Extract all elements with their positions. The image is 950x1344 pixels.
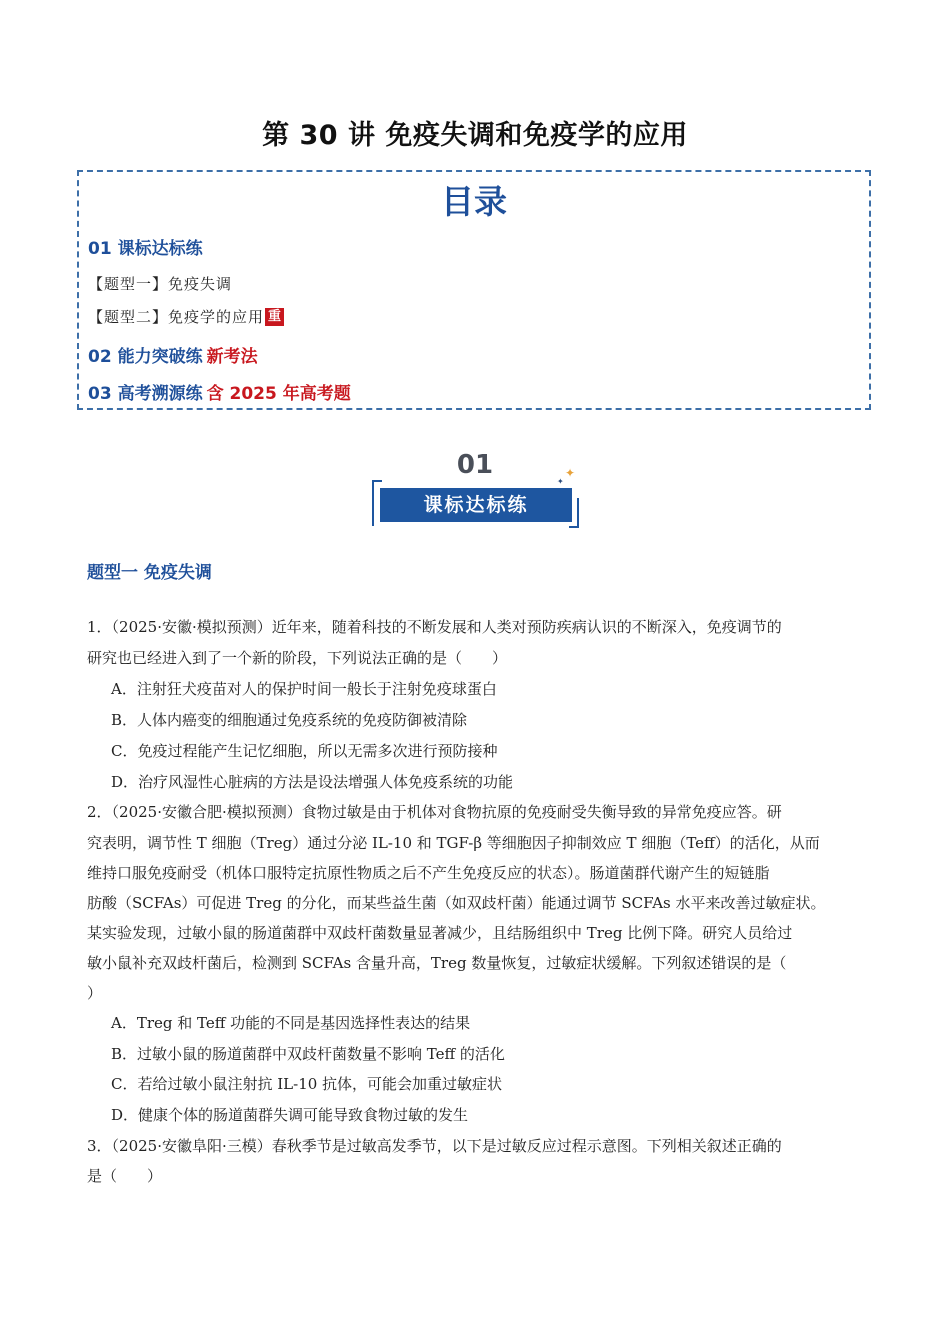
sparkle-small-icon: ✦ — [557, 477, 564, 486]
toc-section-2[interactable] — [88, 342, 258, 367]
question-2-line-1: 2．（2025·安徽合肥·模拟预测）食物过敏是由于机体对食物抗原的免疫耐受失衡导致的异常免疫应答。研 — [87, 803, 782, 821]
question-1-line-2: 研究也已经进入到了一个新的阶段，下列说法正确的是（ ） — [87, 649, 508, 667]
sparkle-icon: ✦ — [565, 466, 576, 480]
question-2-option-d[interactable]: D．健康个体的肠道菌群失调可能导致食物过敏的发生 — [111, 1106, 469, 1124]
toc-type-1-label: 【题型一】免疫失调 — [88, 275, 233, 293]
question-1-line-1: 1．（2025·安徽·模拟预测）近年来，随着科技的不断发展和人类对预防疾病认识的不断深入，免疫调节的 — [87, 618, 782, 636]
toc-section-1[interactable] — [88, 234, 203, 259]
question-1-option-a[interactable]: A．注射狂犬疫苗对人的保护时间一般长于注射免疫球蛋白 — [111, 680, 497, 698]
page-title: 第 30 讲 免疫失调和免疫学的应用 — [262, 120, 688, 151]
toc-type-1[interactable] — [88, 273, 232, 294]
table-of-contents — [77, 170, 871, 410]
question-2-option-b[interactable]: B．过敏小鼠的肠道菌群中双歧杆菌数量不影响 Teff 的活化 — [111, 1045, 505, 1063]
question-2-line-2: 究表明，调节性 T 细胞（Treg）通过分泌 IL-10 和 TGF-β 等细胞因子抑制效应 T 细胞（Teff）的活化，从而 — [87, 834, 820, 852]
question-3-line-1: 3．（2025·安徽阜阳·三模）春秋季节是过敏高发季节，以下是过敏反应过程示意图。下列相关叙述正确的 — [87, 1137, 782, 1155]
important-badge: 重 — [265, 308, 284, 326]
question-2-option-c[interactable]: C．若给过敏小鼠注射抗 IL-10 抗体，可能会加重过敏症状 — [111, 1075, 503, 1093]
question-2-line-6: 敏小鼠补充双歧杆菌后，检测到 SCFAs 含量升高，Treg 数量恢复，过敏症状缓解。下列叙述错误的是（ — [87, 954, 787, 972]
question-2-line-3: 维持口服免疫耐受（机体口服特定抗原性物质之后不产生免疫反应的状态）。肠道菌群代谢产生的短链脂 — [87, 864, 770, 882]
toc-heading: 目录 — [441, 182, 507, 221]
toc-section-3-label: 03 高考溯源练 — [88, 384, 203, 404]
toc-section-3-tag: 含 2025 年高考题 — [206, 384, 351, 404]
toc-section-2-label: 02 能力突破练 — [88, 347, 203, 367]
toc-section-3[interactable] — [88, 379, 351, 404]
question-2-line-4: 肪酸（SCFAs）可促进 Treg 的分化，而某些益生菌（如双歧杆菌）能通过调节 SCFAs 水平来改善过敏症状。 — [87, 894, 826, 912]
toc-section-2-tag: 新考法 — [206, 347, 258, 367]
question-type-heading: 题型一 免疫失调 — [87, 563, 212, 583]
toc-type-2-label: 【题型二】免疫学的应用 — [88, 308, 265, 326]
question-3-line-2: 是（ ） — [87, 1167, 163, 1185]
question-2-line-5: 某实验发现，过敏小鼠的肠道菌群中双歧杆菌数量显著减少，且结肠组织中 Treg 比例下降。研究人员给过 — [87, 924, 793, 942]
toc-section-1-label: 01 课标达标练 — [88, 239, 203, 259]
section-label: 课标达标练 — [380, 488, 572, 522]
toc-type-2[interactable] — [88, 306, 284, 327]
section-number: 01 — [456, 450, 494, 480]
bracket-decoration-right — [569, 498, 579, 528]
question-2-line-7: ） — [87, 984, 103, 1002]
question-1-option-d[interactable]: D．治疗风湿性心脏病的方法是设法增强人体免疫系统的功能 — [111, 773, 514, 791]
section-banner — [370, 450, 582, 530]
question-1-option-c[interactable]: C．免疫过程能产生记忆细胞，所以无需多次进行预防接种 — [111, 742, 498, 760]
question-2-option-a[interactable]: A．Treg 和 Teff 功能的不同是基因选择性表达的结果 — [111, 1014, 471, 1032]
question-1-option-b[interactable]: B．人体内癌变的细胞通过免疫系统的免疫防御被清除 — [111, 711, 468, 729]
